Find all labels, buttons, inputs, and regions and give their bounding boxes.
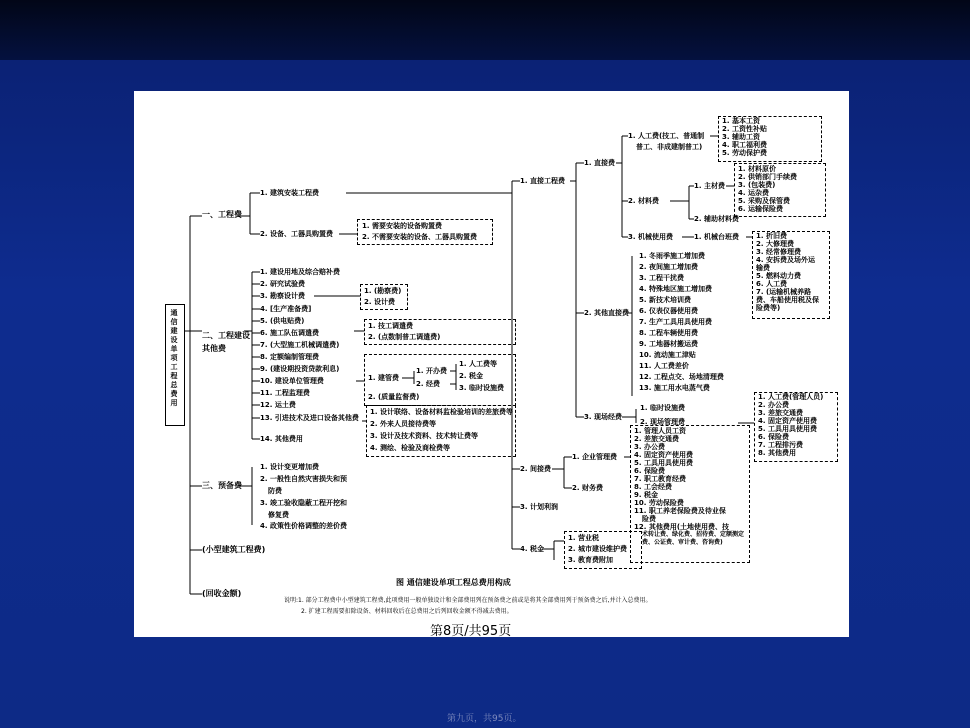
jsf-main: 1. 建管费 (368, 374, 399, 382)
yj-1: 1. 设计联络、设备材料监检验培训的差旅费等 (370, 408, 513, 416)
xcgl-7: 7. 工程排污费 (758, 441, 803, 449)
jx-2: 2. 大修理费 (756, 240, 794, 248)
jx-5: 5. 燃料动力费 (756, 272, 801, 280)
jsf-sub-2: 2. 经费 (416, 380, 440, 388)
zc-2: 2. 供销部门手续费 (738, 173, 797, 181)
qy-8: 8. 工会经费 (634, 483, 672, 491)
qtzj-7: 7. 生产工具用具使用费 (639, 318, 712, 326)
zc-4: 4. 运杂费 (738, 189, 769, 197)
other-12: 12. 运土费 (260, 401, 296, 409)
other-6: 6. 施工队伍调遣费 (260, 329, 319, 337)
zjf-3: 3. 机械使用费 (628, 233, 673, 241)
other-7: 7. (大型施工机械调遣费) (260, 341, 340, 349)
qy-1: 1. 管理人员工资 (634, 427, 686, 435)
jx-4: 4. 安拆费及场外运 (756, 256, 815, 264)
qy-12: 12. 其他费用(土地使用费、技 (634, 523, 730, 531)
yj-2: 2. 外来人员接待费等 (370, 420, 436, 428)
xc-1: 1. 临时设施费 (640, 404, 685, 412)
jsf-sub2-2: 2. 税金 (459, 372, 483, 380)
jaf-1: 1. 直接工程费 (520, 177, 565, 185)
qtzj-4: 4. 特殊地区施工增加费 (639, 285, 712, 293)
qy-11: 11. 职工养老保险费及待业保 (634, 507, 726, 515)
jaf-4: 4. 税金 (520, 545, 544, 553)
qy-5: 5. 工具用具使用费 (634, 459, 693, 467)
note-1: 说明:1. 部分工程费中小型建筑工程费,此项费用一般单独设计和全部费用列在预备费之前或是将其全部费用列于预备费之后,并计入总费用。 (284, 597, 652, 604)
gc-jianan: 1. 建筑安装工程费 (260, 189, 319, 197)
other-2: 2. 研究试验费 (260, 280, 305, 288)
gc-eq-1: 1. 需要安装的设备购置费 (362, 222, 442, 230)
zc-1: 1. 材料原价 (738, 165, 776, 173)
qtzj-3: 3. 工程干扰费 (639, 274, 684, 282)
slide-top-band (0, 0, 970, 60)
xcgl-4: 4. 固定资产使用费 (758, 417, 817, 425)
kc-2: 2. 设计费 (364, 298, 395, 306)
zj-1: 1. 直接费 (584, 159, 615, 167)
qy-7: 7. 职工教育经费 (634, 475, 686, 483)
qy-4: 4. 固定资产使用费 (634, 451, 693, 459)
xcgl-1: 1. 人工费(管理人员) (758, 393, 824, 401)
qtzj-9: 9. 工地器材搬运费 (639, 340, 698, 348)
xcgl-2: 2. 办公费 (758, 401, 789, 409)
other-11: 11. 工程监理费 (260, 389, 310, 397)
zc-3: 3. (包装费) (738, 181, 776, 189)
jaf-2: 2. 间接费 (520, 465, 551, 473)
root-box (165, 304, 185, 426)
other-1: 1. 建设用地及综合赔补费 (260, 268, 340, 276)
other-13: 13. 引进技术及进口设备其他费 (260, 414, 359, 422)
footer-text: 第九页，共95页。 (447, 714, 522, 724)
l1-gongchengfei: 一、工程费 (202, 210, 242, 219)
l1-qitafei: 二、工程建设其他费 (202, 331, 250, 353)
jx-4b: 输费 (756, 264, 770, 272)
zj-3: 3. 现场经费 (584, 413, 622, 421)
rg-3: 3. 辅助工资 (722, 133, 760, 141)
rg-1: 1. 基本工资 (722, 117, 760, 125)
zjf-1: 1. 人工费(技工、普通制 (628, 132, 705, 140)
cl-aux: 2. 辅助材料费 (694, 215, 739, 223)
sj-2: 2. 城市建设维护费 (568, 545, 627, 553)
slide-content (134, 91, 849, 637)
zj-2: 2. 其他直接费 (584, 309, 629, 317)
xcgl-6: 6. 保险费 (758, 433, 789, 441)
ybf-4: 3. 竣工验收隐蔽工程开挖和 (260, 499, 347, 507)
qy-11b: 险费 (642, 515, 656, 523)
xc-2: 2. 现场管理费 (640, 418, 685, 426)
page-indicator: 第8页/共95页 (430, 624, 512, 639)
qtzj-10: 10. 流动施工津贴 (639, 351, 696, 359)
jx-7: 7. (运输机械养路 (756, 288, 812, 296)
ybf-3: 防费 (268, 487, 282, 495)
other-3: 3. 勘察设计费 (260, 292, 305, 300)
zjf-1b: 普工、非成建制普工) (636, 143, 703, 151)
dq-2: 2. (点数制普工调遣费) (368, 333, 441, 341)
rg-4: 4. 职工福利费 (722, 141, 767, 149)
qtzj-11: 11. 人工费差价 (639, 362, 689, 370)
jsf-sub-1: 1. 开办费 (416, 367, 447, 375)
other-4: 4. [生产准备费] (260, 305, 312, 313)
other-8: 8. 定额编制管理费 (260, 353, 319, 361)
other-9: 9. (建设期投资贷款利息) (260, 365, 340, 373)
zjf-2: 2. 材料费 (628, 197, 659, 205)
zc-5: 5. 采购及保管费 (738, 197, 790, 205)
gc-shebei: 2. 设备、工器具购置费 (260, 230, 333, 238)
xcgl-5: 5. 工具用具使用费 (758, 425, 817, 433)
other-14: 14. 其他费用 (260, 435, 303, 443)
qy-12c: 费、公证费、审计费、咨询费) (642, 539, 723, 546)
qtzj-6: 6. 仪表仪器使用费 (639, 307, 698, 315)
ybf-2: 2. 一般性自然灾害损失和预 (260, 475, 347, 483)
qy-3: 3. 办公费 (634, 443, 665, 451)
xcgl-3: 3. 差旅交通费 (758, 409, 803, 417)
sj-3: 3. 教育费附加 (568, 556, 613, 564)
other-10: 10. 建设单位管理费 (260, 377, 324, 385)
rg-5: 5. 劳动保护费 (722, 149, 767, 157)
qy-6: 6. 保险费 (634, 467, 665, 475)
jx-cat: 1. 机械台班费 (694, 233, 739, 241)
zljd: 2. (质量监督费) (368, 393, 420, 401)
qy-9: 9. 税金 (634, 491, 658, 499)
qy-12b: 术转让费、绿化费、招待费、定额测定 (642, 531, 745, 538)
qtzj-13: 13. 施工用水电蒸气费 (639, 384, 710, 392)
sj-1: 1. 营业税 (568, 534, 599, 542)
jsf-sub2-3: 3. 临时设施费 (459, 384, 504, 392)
ybf-6: 4. 政策性价格调整的差价费 (260, 522, 347, 530)
jjf-2: 2. 财务费 (572, 484, 603, 492)
ybf-1: 1. 设计变更增加费 (260, 463, 319, 471)
figure-caption: 图 通信建设单项工程总费用构成 (396, 578, 511, 587)
jaf-3: 3. 计划利润 (520, 503, 558, 511)
kc-1: 1. (勘察费) (364, 287, 402, 295)
l1-huishou: (回收金额) (202, 589, 242, 598)
cl-main: 1. 主材费 (694, 182, 725, 190)
other-5: 5. (供电贴费) (260, 317, 305, 325)
jjf-1: 1. 企业管理费 (572, 453, 617, 461)
l1-yubeifei: 三、预备费 (202, 481, 242, 490)
yj-4: 4. 测绘、检验及商检费等 (370, 444, 450, 452)
jx-7b: 费、车船使用税及保 (756, 296, 819, 304)
jsf-sub2-1: 1. 人工费等 (459, 360, 497, 368)
qtzj-2: 2. 夜间施工增加费 (639, 263, 698, 271)
jx-3: 3. 经常修理费 (756, 248, 801, 256)
l1-xiaoxing: (小型建筑工程费) (202, 545, 266, 554)
dq-1: 1. 技工调遣费 (368, 322, 413, 330)
zc-6: 6. 运输保险费 (738, 205, 783, 213)
ybf-5: 修复费 (268, 511, 289, 519)
jx-1: 1. 折旧费 (756, 232, 787, 240)
qtzj-12: 12. 工程点交、场地清理费 (639, 373, 724, 381)
qy-2: 2. 差旅交通费 (634, 435, 679, 443)
qtzj-8: 8. 工程车辆使用费 (639, 329, 698, 337)
qtzj-5: 5. 新技术培训费 (639, 296, 691, 304)
xcgl-8: 8. 其他费用 (758, 449, 796, 457)
jx-6: 6. 人工费 (756, 280, 787, 288)
yj-3: 3. 设计及技术资料、技术转让费等 (370, 432, 478, 440)
note-2: 2. 扩建工程需要扣除设备、材料回收后在总费用之后列回收金额不得减去费用。 (301, 608, 513, 615)
rg-2: 2. 工资性补贴 (722, 125, 767, 133)
gc-eq-2: 2. 不需要安装的设备、工器具购置费 (362, 233, 477, 241)
qtzj-1: 1. 冬雨季施工增加费 (639, 252, 705, 260)
jx-7c: 险费等) (756, 304, 781, 312)
root-label: 通信建设单项工程总费用 (170, 309, 178, 407)
qy-10: 10. 劳动保险费 (634, 499, 684, 507)
